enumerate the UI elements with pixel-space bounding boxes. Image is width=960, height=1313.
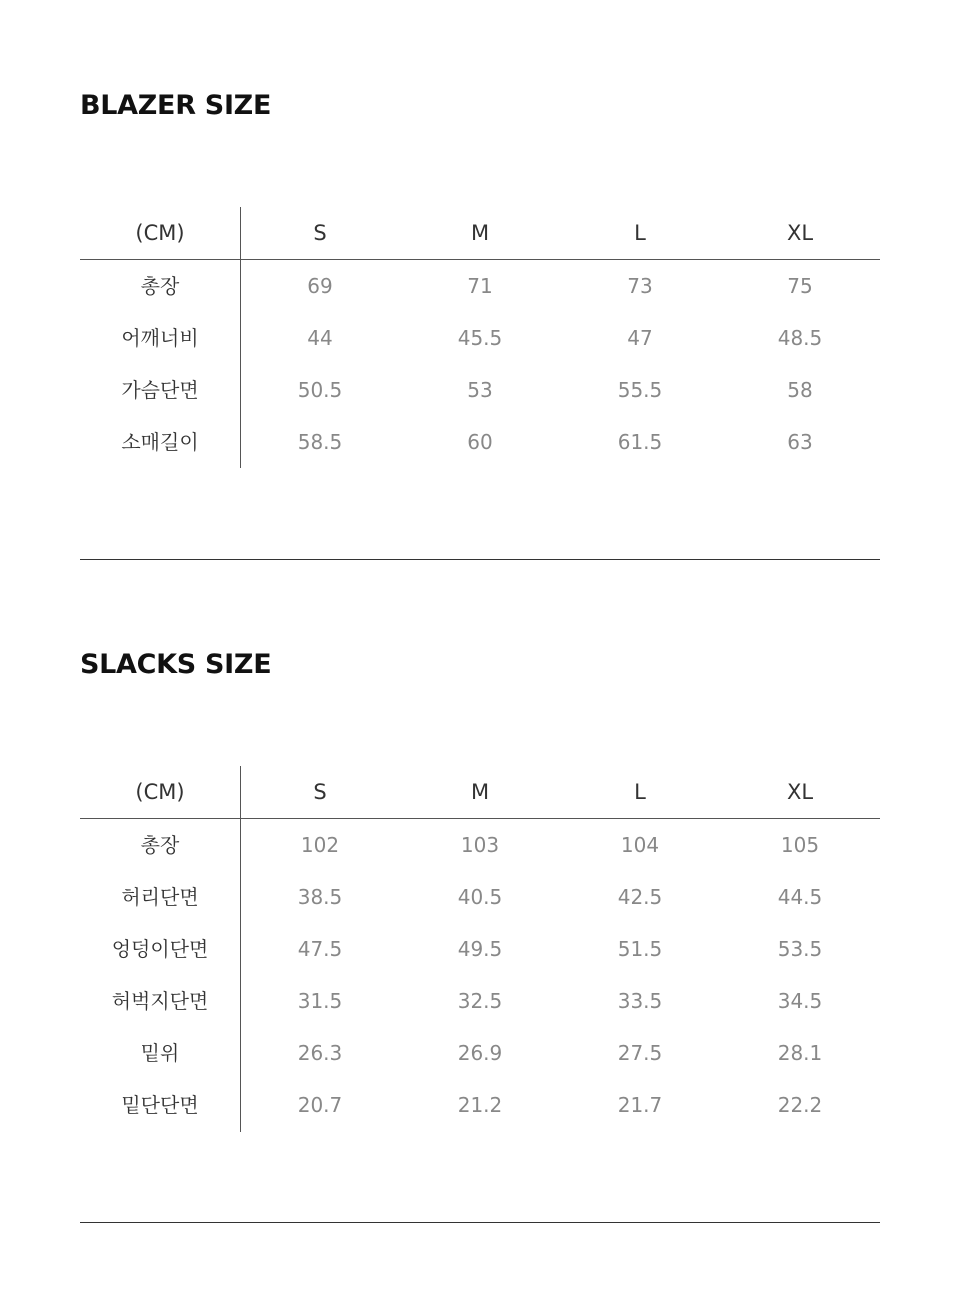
row-label: 허리단면 [121, 885, 199, 909]
value-l: 33.5 [617, 989, 663, 1013]
row-label: 소매길이 [121, 430, 199, 454]
value-l: 61.5 [617, 430, 663, 454]
value-m: 53 [467, 378, 493, 402]
size-header-s: S [313, 780, 327, 804]
row-label: 밑단단면 [121, 1093, 199, 1117]
table-row [80, 312, 880, 364]
value-xl: 22.2 [777, 1093, 823, 1117]
row-label: 엉덩이단면 [111, 937, 209, 961]
value-s: 47.5 [297, 937, 343, 961]
value-xl: 75 [787, 274, 813, 298]
table-header-row [80, 766, 880, 819]
value-s: 58.5 [297, 430, 343, 454]
value-m: 60 [467, 430, 493, 454]
value-l: 73 [627, 274, 653, 298]
value-xl: 48.5 [777, 326, 823, 350]
blazer-size-table [80, 207, 880, 468]
value-s: 38.5 [297, 885, 343, 909]
value-s: 31.5 [297, 989, 343, 1013]
size-header-m: M [470, 221, 490, 245]
value-xl: 28.1 [777, 1041, 823, 1065]
table-row [80, 1027, 880, 1079]
value-xl: 44.5 [777, 885, 823, 909]
table-header-row [80, 207, 880, 260]
value-m: 71 [467, 274, 493, 298]
value-m: 21.2 [457, 1093, 503, 1117]
section-divider [80, 1222, 880, 1223]
table-row [80, 1079, 880, 1131]
value-l: 21.7 [617, 1093, 663, 1117]
table-row [80, 871, 880, 923]
value-xl: 63 [787, 430, 813, 454]
size-header-xl: XL [786, 780, 814, 804]
value-xl: 34.5 [777, 989, 823, 1013]
size-header-l: L [634, 221, 646, 245]
value-s: 69 [307, 274, 333, 298]
size-header-xl: XL [786, 221, 814, 245]
unit-label: (CM) [135, 780, 185, 804]
section-divider [80, 559, 880, 560]
value-m: 45.5 [457, 326, 503, 350]
value-m: 32.5 [457, 989, 503, 1013]
row-label: 허벅지단면 [111, 989, 209, 1013]
unit-label: (CM) [135, 221, 185, 245]
slacks-size-title: SLACKS SIZE [80, 649, 272, 680]
row-label: 총장 [140, 274, 180, 298]
value-l: 51.5 [617, 937, 663, 961]
blazer-size-title: BLAZER SIZE [80, 90, 272, 121]
value-l: 104 [620, 833, 660, 857]
value-m: 49.5 [457, 937, 503, 961]
value-m: 40.5 [457, 885, 503, 909]
value-s: 20.7 [297, 1093, 343, 1117]
row-label: 가슴단면 [121, 378, 199, 402]
value-xl: 53.5 [777, 937, 823, 961]
value-l: 42.5 [617, 885, 663, 909]
value-m: 26.9 [457, 1041, 503, 1065]
table-row [80, 260, 880, 312]
row-label: 총장 [140, 833, 180, 857]
slacks-size-table [80, 766, 880, 1131]
value-s: 102 [300, 833, 340, 857]
value-m: 103 [460, 833, 500, 857]
table-row [80, 364, 880, 416]
row-label: 어깨너비 [121, 326, 199, 350]
size-header-l: L [634, 780, 646, 804]
table-row [80, 975, 880, 1027]
size-header-m: M [470, 780, 490, 804]
value-l: 27.5 [617, 1041, 663, 1065]
value-l: 47 [627, 326, 653, 350]
value-l: 55.5 [617, 378, 663, 402]
table-row [80, 416, 880, 468]
value-xl: 105 [780, 833, 820, 857]
value-xl: 58 [787, 378, 813, 402]
value-s: 26.3 [297, 1041, 343, 1065]
size-header-s: S [313, 221, 327, 245]
table-row [80, 923, 880, 975]
table-row [80, 819, 880, 871]
row-label: 밑위 [140, 1041, 180, 1065]
value-s: 50.5 [297, 378, 343, 402]
value-s: 44 [307, 326, 333, 350]
